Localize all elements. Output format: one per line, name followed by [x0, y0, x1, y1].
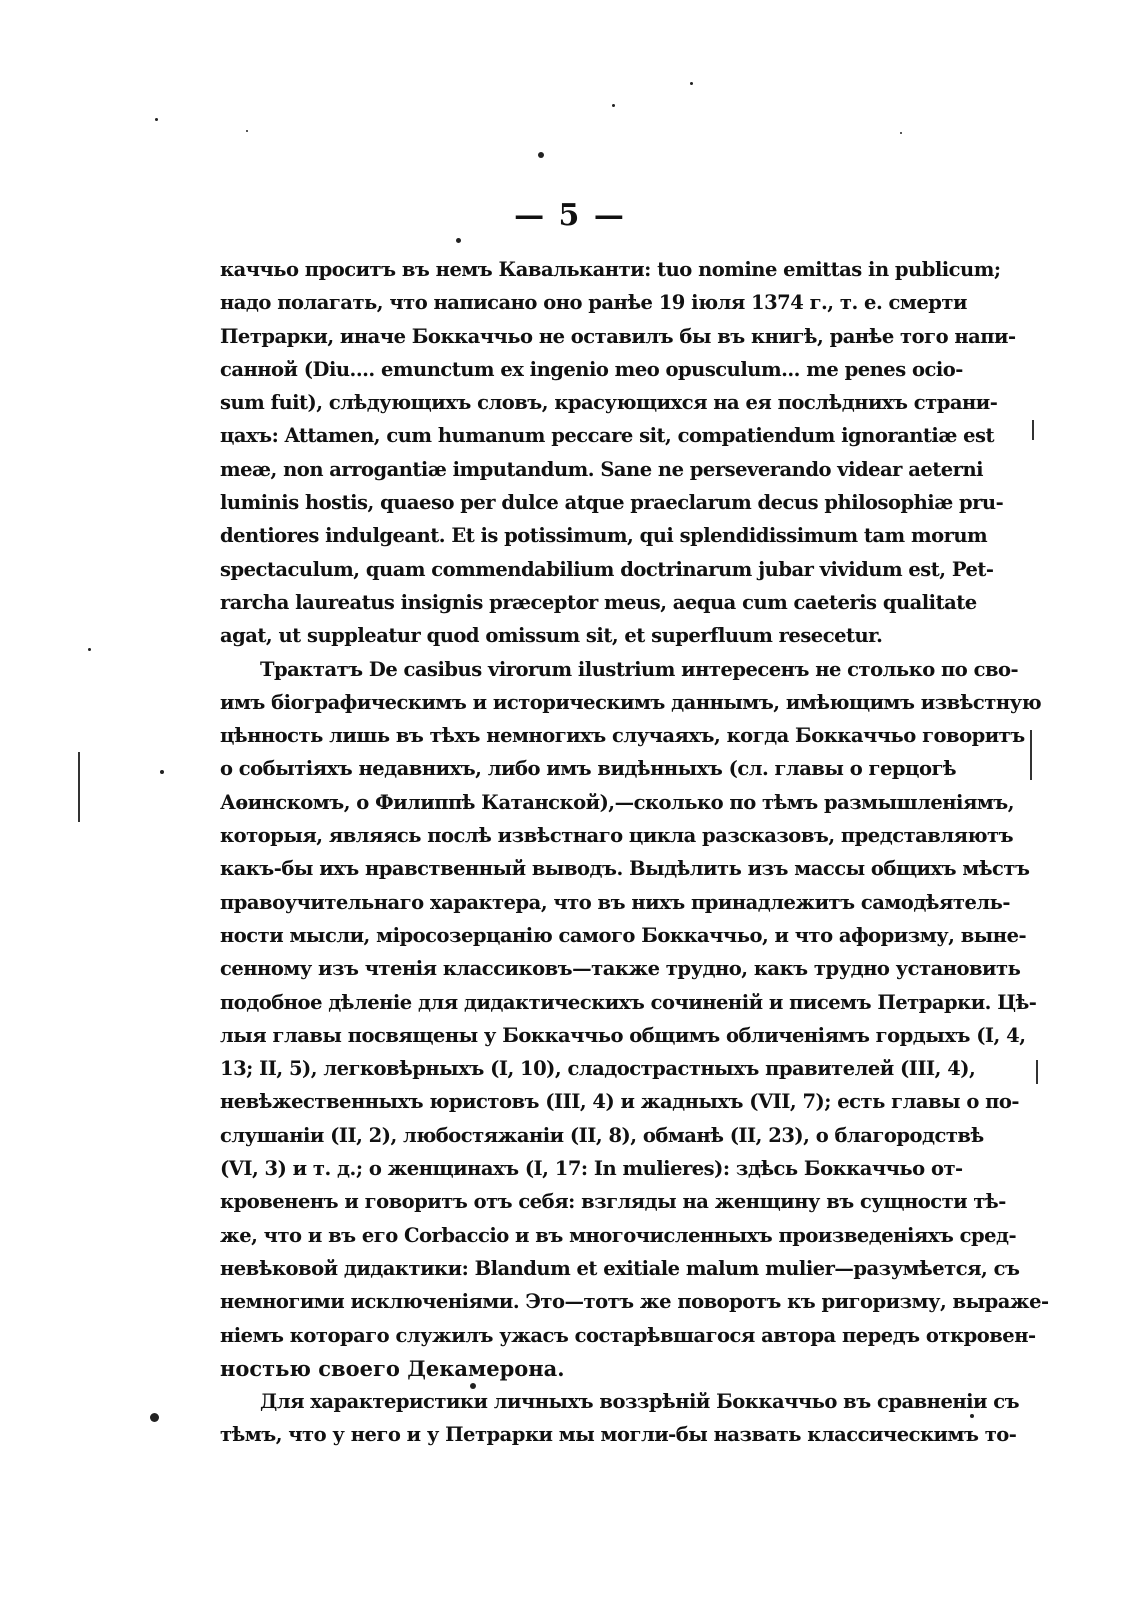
text-line: цахъ: Attamen, cum humanum peccare sit, compatiendum ignorantiæ est	[220, 424, 995, 448]
text-line: цѣнность лишь въ тѣхъ немногихъ случаяхъ, когда Боккаччьо говоритъ	[220, 724, 1025, 748]
scan-speck	[690, 82, 693, 85]
text-line: dentiores indulgeant. Et is potissimum, qui splendidissimum tam morum	[220, 524, 988, 548]
text-line: luminis hostis, quaeso per dulce atque praeclarum decus philosophiæ pru-	[220, 491, 1004, 515]
scan-speck	[612, 104, 615, 107]
scan-speck	[970, 1414, 974, 1418]
text-line: немногими исключеніями. Это—тотъ же поворотъ къ ригоризму, выраже-	[220, 1290, 1049, 1314]
text-line: sum fuit), слѣдующихъ словъ, красующихся на ея послѣднихъ страни-	[220, 391, 998, 415]
scan-speck	[150, 1413, 159, 1422]
text-line: 13; II, 5), легковѣрныхъ (I, 10), сладострастныхъ правителей (III, 4),	[220, 1057, 976, 1081]
text-line: подобное дѣленіе для дидактическихъ сочиненій и писемъ Петрарки. Цѣ-	[220, 990, 1037, 1014]
text-line: каччьо проситъ въ немъ Кавальканти: tuo nomine emittas in publicum;	[220, 258, 1001, 281]
paragraph	[220, 653, 1049, 1386]
text-line: которыя, являясь послѣ извѣстнаго цикла разсказовъ, представляютъ	[220, 824, 1014, 848]
scan-edge-mark	[1032, 420, 1034, 440]
text-line: сенному изъ чтенія классиковъ—также трудно, какъ трудно установить	[220, 957, 1021, 981]
scan-speck	[900, 132, 902, 134]
text-line: Аѳинскомъ, о Филиппѣ Катанской),—сколько по тѣмъ размышленіямъ,	[220, 790, 1015, 814]
text-line: о событіяхъ недавнихъ, либо имъ видѣнныхъ (сл. главы о герцогѣ	[220, 757, 957, 781]
scan-speck	[456, 238, 461, 243]
text-line: Петрарки, иначе Боккаччьо не оставилъ бы въ книгѣ, ранѣе того напи-	[220, 324, 1016, 348]
text-line: (VI, 3) и т. д.; о женщинахъ (I, 17: In mulieres): здѣсь Боккаччьо от-	[220, 1157, 963, 1181]
text-line: кровененъ и говоритъ отъ себя: взгляды на женщину въ сущности тѣ-	[220, 1190, 1006, 1214]
text-line: невѣжественныхъ юристовъ (III, 4) и жадныхъ (VII, 7); есть главы о по-	[220, 1090, 1020, 1114]
text-line: слушаніи (II, 2), любостяжаніи (II, 8), обманѣ (II, 23), о благородствѣ	[220, 1123, 984, 1147]
text-line: spectaculum, quam commendabilium doctrinarum jubar vividum est, Pet-	[220, 557, 994, 581]
text-line: же, что и въ его Corbaccio и въ многочисленныхъ произведеніяхъ сред-	[220, 1223, 1017, 1247]
text-line: какъ-бы ихъ нравственный выводъ. Выдѣлить изъ массы общихъ мѣстъ	[220, 857, 1030, 881]
text-line: ностью своего Декамерона.	[220, 1355, 565, 1381]
text-line: надо полагать, что написано оно ранѣе 19 іюля 1374 г., т. е. смерти	[220, 291, 967, 315]
text-line: ніемъ котораго служилъ ужасъ состарѣвшагося автора передъ откровен-	[220, 1323, 1036, 1347]
text-line: лыя главы посвящены у Боккаччьо общимъ обличеніямъ гордыхъ (I, 4,	[220, 1023, 1026, 1047]
scan-speck	[88, 648, 91, 651]
text-line: имъ біографическимъ и историческимъ даннымъ, имѣющимъ извѣстную	[220, 690, 1042, 714]
scan-speck	[246, 130, 248, 132]
scan-edge-mark	[1030, 730, 1032, 780]
body-text	[220, 253, 1049, 1452]
scan-speck	[538, 152, 544, 158]
text-line: тѣмъ, что у него и у Петрарки мы могли-бы назвать классическимъ то-	[220, 1423, 1017, 1447]
text-line: meæ, non arrogantiæ imputandum. Sane ne perseverando videar aeterni	[220, 457, 984, 481]
page-number: — 5 —	[514, 198, 626, 233]
scan-speck	[160, 770, 164, 774]
text-line: ности мысли, міросозерцанію самого Боккаччьо, и что афоризму, выне-	[220, 923, 1027, 947]
text-line: невѣковой дидактики: Blandum et exitiale malum mulier—разумѣется, съ	[220, 1256, 1020, 1280]
scan-speck	[155, 118, 158, 121]
paragraph	[220, 253, 1016, 653]
scan-edge-mark	[1036, 1060, 1038, 1084]
text-line: Для характеристики личныхъ воззрѣній Боккаччьо въ сравненіи съ	[260, 1390, 1020, 1414]
text-line: rarcha laureatus insignis præceptor meus, aequa cum caeteris qualitate	[220, 590, 977, 614]
scan-edge-mark	[78, 752, 80, 822]
text-line: санной (Diu.... emunctum ex ingenio meo opusculum... me penes ocio-	[220, 357, 963, 381]
text-line: agat, ut suppleatur quod omissum sit, et superfluum resecetur.	[220, 624, 883, 648]
text-line: Трактатъ De casibus virorum ilustrium интересенъ не столько по сво-	[260, 657, 1019, 681]
text-line: правоучительнаго характера, что въ нихъ принадлежитъ самодѣятель-	[220, 890, 1010, 914]
paragraph	[220, 1385, 1020, 1452]
